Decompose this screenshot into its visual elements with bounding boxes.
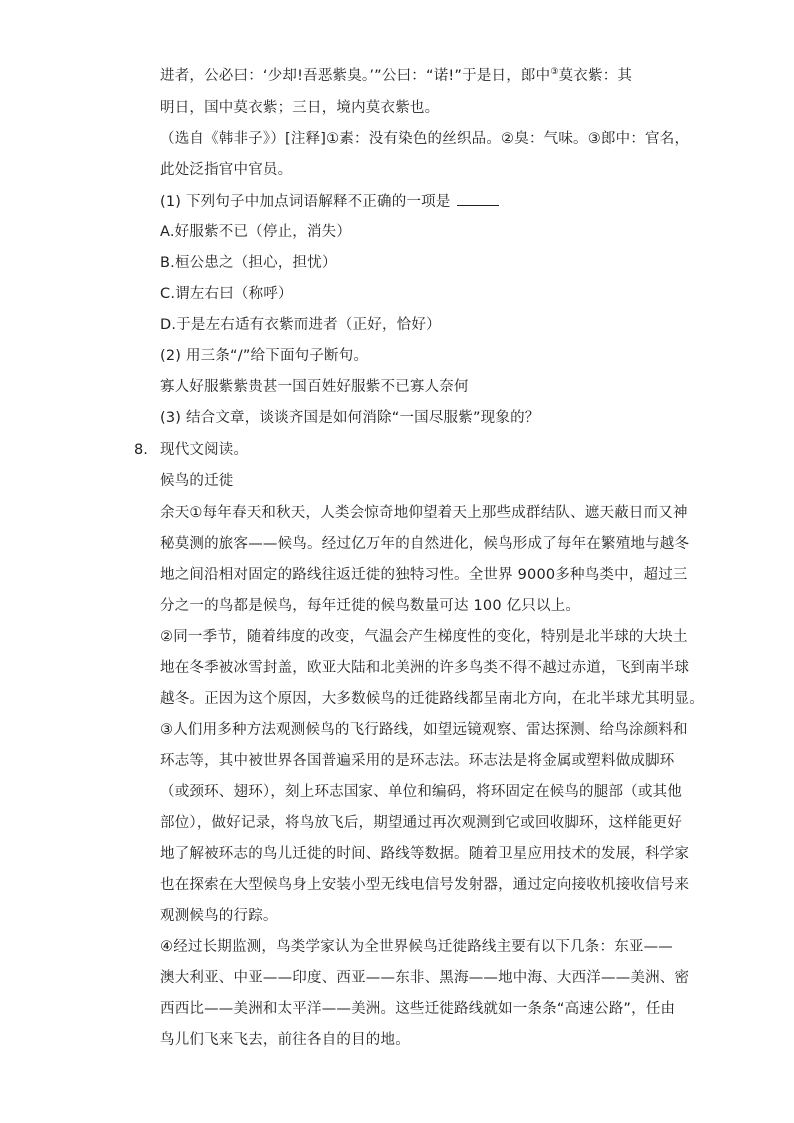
- classical-text-line-1-a: 进者，公必曰：‘少却!吾恶紫臭。’”公曰：“诺!”于是日，郎中: [160, 68, 551, 84]
- section-heading: 现代文阅读。: [160, 442, 249, 458]
- question-1-text: (1) 下列句子中加点词语解释不正确的一项是: [160, 194, 451, 210]
- option-a: A.好服紫不已（停止，消失）: [160, 224, 352, 240]
- para-2-line-1: ②同一季节，随着纬度的改变，气温会产生梯度性的变化，特别是北半球的大块土: [160, 629, 688, 645]
- option-b: B.桓公患之（担心，担忧）: [160, 255, 337, 271]
- question-3: (3) 结合文章，谈谈齐国是如何消除“一国尽服紫”现象的？: [160, 410, 540, 426]
- answer-blank: [457, 191, 499, 206]
- question-2-sentence: 寡人好服紫紫贵甚一国百姓好服紫不已寡人奈何: [160, 379, 469, 395]
- para-1-line-3: 地之间沿相对固定的路线往返迁徙的独特习性。全世界 9000多种鸟类中，超过三: [160, 567, 688, 583]
- annotation-line-1: （选自《韩非子》）[注释]①素：没有染色的丝织品。②臭：气味。③郎中：官名，: [160, 131, 690, 147]
- para-1-line-2: 秘莫测的旅客——候鸟。经过亿万年的自然进化，候鸟形成了每年在繁殖地与越冬: [160, 536, 690, 552]
- classical-text-line-2: 明日，国中莫衣紫；三日，境内莫衣紫也。: [160, 100, 440, 116]
- para-4-line-2: 澳大利亚、中亚——印度、西亚——东非、黑海——地中海、大西洋——美洲、密: [160, 970, 690, 986]
- question-1: [160, 191, 499, 212]
- question-number-8: 8.: [134, 442, 148, 458]
- para-3-line-4: 部位），做好记录，将鸟放飞后，期望通过再次观测到它或回收脚环，这样能更好: [160, 815, 682, 831]
- option-c: C.谓左右曰（称呼）: [160, 286, 293, 302]
- para-3-line-1: ③人们用多种方法观测候鸟的飞行路线，如望远镜观察、雷达探测、给鸟涂颜料和: [160, 722, 688, 738]
- annotation-line-2: 此处泛指官中官员。: [160, 162, 293, 178]
- para-3-line-2: 环志等，其中被世界各国普遍采用的是环志法。环志法是将金属或塑料做成脚环: [160, 753, 675, 769]
- question-2: (2) 用三条“/”给下面句子断句。: [160, 348, 369, 364]
- para-4-line-3: 西西比——美洲和太平洋——美洲。这些迁徙路线就如一条条“高速公路”，任由: [160, 1001, 676, 1017]
- para-3-line-5: 地了解被环志的鸟儿迁徙的时间、路线等数据。随着卫星应用技术的发展，科学家: [160, 846, 690, 862]
- classical-text-line-1-b: 莫衣紫：其: [558, 68, 633, 84]
- para-3-line-6: 也在探索在大型候鸟身上安装小型无线电信号发射器，通过定向接收机接收信号来: [160, 877, 690, 893]
- para-3-line-3: （或颈环、翅环），刻上环志国家、单位和编码，将环固定在候鸟的腿部（或其他: [160, 784, 682, 800]
- para-2-line-3: 越冬。正因为这个原因，大多数候鸟的迁徙路线都呈南北方向，在北半球尤其明显。: [160, 691, 704, 707]
- para-3-line-7: 观测候鸟的行踪。: [160, 908, 278, 924]
- article-title: 候鸟的迁徙: [160, 473, 234, 489]
- para-1-line-1: 余天①每年春天和秋天，人类会惊奇地仰望着天上那些成群结队、遮天蔽日而又神: [160, 505, 688, 521]
- para-2-line-2: 地在冬季被冰雪封盖，欧亚大陆和北美洲的许多鸟类不得不越过赤道，飞到南半球: [160, 660, 690, 676]
- para-4-line-1: ④经过长期监测，鸟类学家认为全世界候鸟迁徙路线主要有以下几条：东亚——: [160, 939, 673, 955]
- footnote-marker: ③: [550, 67, 559, 78]
- para-4-line-4: 鸟儿们飞来飞去，前往各自的目的地。: [160, 1032, 410, 1048]
- classical-text-line-1: [160, 66, 632, 86]
- para-1-line-4: 分之一的鸟都是候鸟，每年迁徙的候鸟数量可达 100 亿只以上。: [160, 598, 581, 614]
- option-d: D.于是左右适有衣紫而进者（正好，恰好）: [160, 317, 441, 333]
